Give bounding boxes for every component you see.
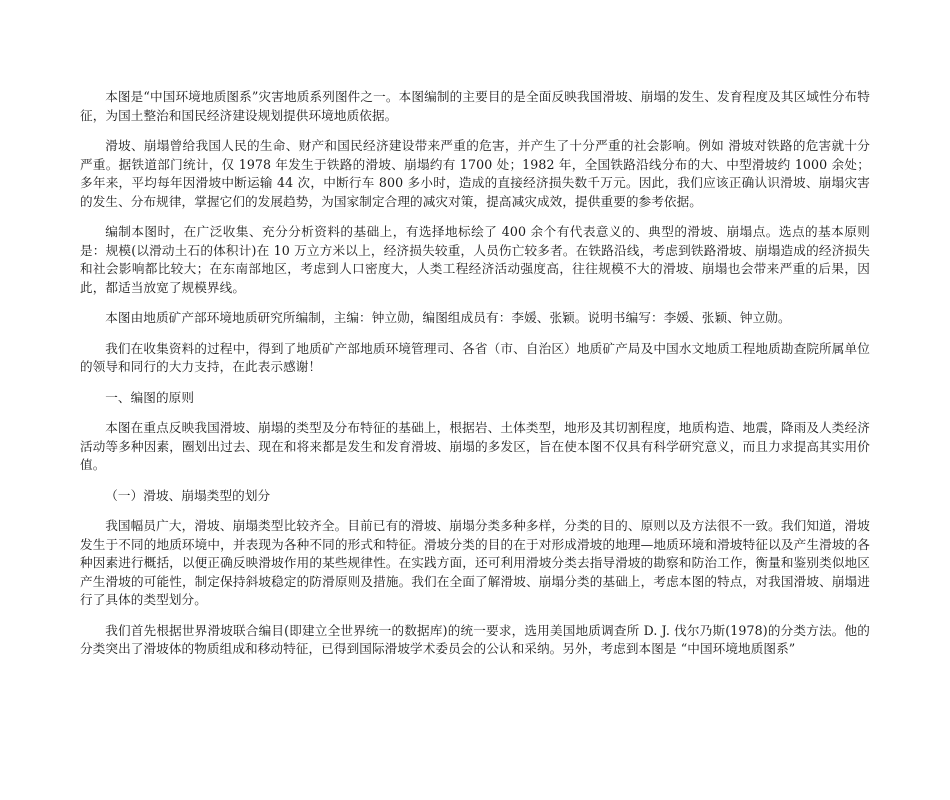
section-heading-principles: 一、编图的原则 (105, 389, 195, 405)
paragraph-varnes-method: 我们首先根据世界滑坡联合编目(即建立全世界统一的数据库)的统一要求，选用美国地质调查所 D. J. 伐尔乃斯(1978)的分类方法。他的分类突出了滑坡体的物质组成和移动特征，已得到国际滑坡学术委员会的公认和采纳。另外，考虑到本图是 “中国环境地质图系” (80, 622, 870, 656)
document-page (80, 88, 870, 671)
paragraph-hazards: 滑坡、崩塌曾给我国人民的生命、财产和国民经济建设带来严重的危害，并产生了十分严重的社会影响。例如 滑坡对铁路的危害就十分严重。据铁道部门统计，仅 1978 年发生于铁路的滑坡、崩塌约有 1700 处；1982 年，全国铁路沿线分布的大、中型滑坡约 1000 余处；多年来，平均每年因滑坡中断运输 44 次，中断行车 800 多小时，造成的直接经济损失数千万元。因此，我们应该正确认识滑坡、崩塌灾害的发生、分布规律，掌握它们的发展趋势，为国家制定合理的减灾对策，提高减灾成效，提供重要的参考依据。 (80, 138, 870, 209)
paragraph-intro: 本图是“中国环境地质图系”灾害地质系列图件之一。本图编制的主要目的是全面反映我国滑坡、崩塌的发生、发育程度及其区域性分布特征，为国土整治和国民经济建设规划提供环境地质依据。 (80, 89, 870, 123)
paragraph-principles: 本图在重点反映我国滑坡、崩塌的类型及分布特征的基础上，根据岩、土体类型，地形及其切割程度，地质构造、地震，降雨及人类经济活动等多种因素，圈划出过去、现在和将来都是发生和发育滑坡、崩塌的多发区，旨在使本图不仅具有科学研究意义，而且力求提高其实用价值。 (80, 420, 870, 472)
paragraph-classification: 我国幅员广大，滑坡、崩塌类型比较齐全。目前已有的滑坡、崩塌分类多种多样，分类的目的、原则以及方法很不一致。我们知道，滑坡发生于不同的地质环境中，并表现为各种不同的形式和特征。滑坡分类的目的在于对形成滑坡的地理—地质环境和滑坡特征以及产生滑坡的各种因素进行概括，以便正确反映滑坡作用的某些规律性。在实践方面，还可利用滑坡分类去指导滑坡的勘察和防治工作，衡量和鉴别类似地区产生滑坡的可能性，制定保持斜坡稳定的防滑原则及措施。我们在全面了解滑坡、崩塌分类的基础上，考虑本图的特点，对我国滑坡、崩塌进行了具体的类型划分。 (80, 518, 870, 607)
subsection-heading-classification: （一）滑坡、崩塌类型的划分 (105, 487, 271, 503)
paragraph-acknowledgement: 我们在收集资料的过程中，得到了地质矿产部地质环境管理司、各省（市、自治区）地质矿产局及中国水文地质工程地质勘查院所属单位的领导和同行的大力支持，在此表示感谢！ (80, 340, 870, 374)
paragraph-credits: 本图由地质矿产部环境地质研究所编制，主编：钟立勋，编图组成员有：李媛、张颖。说明书编写：李媛、张颖、钟立勋。 (105, 310, 791, 325)
paragraph-compilation: 编制本图时，在广泛收集、充分分析资料的基础上，有选择地标绘了 400 余个有代表意义的、典型的滑坡、崩塌点。选点的基本原则是：规模(以滑动土石的体积计)在 10 万立方米以上，经济损失较重，人员伤亡较多者。在铁路沿线，考虑到铁路滑坡、崩塌造成的经济损失和社会影响都比较大；在东南部地区，考虑到人口密度大，人类工程经济活动强度高，往往规模不大的滑坡、崩塌也会带来严重的后果，因此，都适当放宽了规模界线。 (80, 224, 870, 295)
